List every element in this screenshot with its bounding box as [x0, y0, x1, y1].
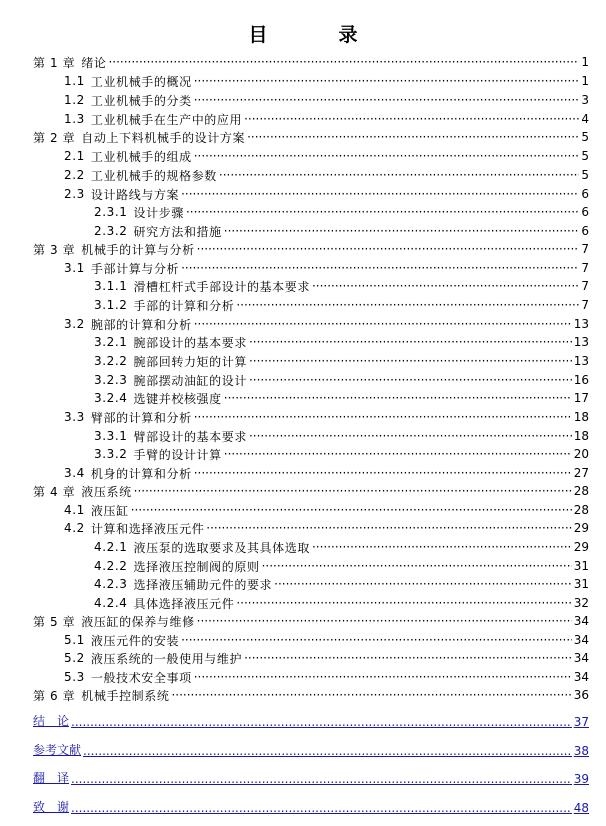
- toc-leader: [197, 242, 580, 256]
- toc-leader: [224, 391, 572, 405]
- toc-entry-number: 第 2 章: [33, 130, 76, 145]
- toc-entry-page: 7: [581, 279, 589, 293]
- toc-entry-label: 手臂的设计计算: [133, 447, 222, 462]
- toc-leader: [194, 149, 580, 163]
- toc-entry-page: 28: [573, 484, 589, 498]
- toc-entry-page: 34: [573, 670, 589, 684]
- toc-leader: [249, 335, 572, 349]
- toc-entry[interactable]: [94, 389, 589, 407]
- toc-leader: [71, 801, 572, 815]
- toc-entry-page: 27: [573, 466, 589, 480]
- toc-entry-label: 液压系统的一般使用与维护: [90, 651, 243, 666]
- toc-entry-number: 2.1: [64, 149, 85, 163]
- toc-leader: [171, 688, 571, 702]
- toc-entry-page: 13: [573, 317, 589, 331]
- toc-entry[interactable]: [64, 91, 589, 109]
- toc-leader: [186, 205, 579, 219]
- toc-leader: [224, 447, 572, 461]
- toc-entry-number: 3.2.3: [94, 373, 128, 387]
- toc-leader: [194, 670, 572, 684]
- toc-entry-number: 3.1.1: [94, 279, 128, 293]
- toc-entry-label: 机械手控制系统: [81, 688, 170, 703]
- toc-entry-page: 18: [573, 410, 589, 424]
- toc-entry[interactable]: [64, 185, 589, 203]
- toc-entry-label: 工业机械手的分类: [90, 93, 192, 108]
- toc-entry-number: 1.1: [64, 74, 85, 88]
- toc-entry-page: 1: [581, 74, 589, 88]
- toc-entry-number: 1.3: [64, 112, 85, 126]
- toc-entry-number: 第 1 章: [33, 55, 76, 70]
- toc-entry-number: 2.3.2: [94, 224, 128, 238]
- toc-entry-number: 第 4 章: [33, 484, 76, 499]
- toc-entry-label: 液压泵的选取要求及其具体选取: [133, 540, 310, 555]
- toc-leader: [71, 772, 572, 786]
- toc-entry-label: 选择液压控制阀的原则: [133, 559, 260, 574]
- toc-entry[interactable]: [33, 482, 589, 500]
- toc-entry-label: 臂部设计的基本要求: [133, 429, 247, 444]
- toc-entry-number: 3.3: [64, 410, 85, 424]
- toc-entry-page: 34: [573, 614, 589, 628]
- toc-leader: [236, 298, 579, 312]
- toc-entry-page: 34: [573, 651, 589, 665]
- toc-entry[interactable]: [94, 203, 589, 221]
- toc-entry-label: 液压缸的保养与维修: [81, 614, 195, 629]
- toc-entry-page: 13: [573, 354, 589, 368]
- toc-entry[interactable]: [33, 686, 589, 704]
- toc-leader: [312, 279, 579, 293]
- toc-entry-number: 第 6 章: [33, 688, 76, 703]
- toc-entry-label: 研究方法和措施: [133, 224, 222, 239]
- toc-leader: [224, 224, 580, 238]
- toc-leader: [194, 74, 580, 88]
- toc-entry[interactable]: [94, 352, 589, 370]
- toc-link-acknowledgements[interactable]: [33, 795, 589, 815]
- toc-entry-page: 16: [573, 373, 589, 387]
- toc-entry-number: 3.3.2: [94, 447, 128, 461]
- toc-entry-number: 5.1: [64, 633, 85, 647]
- toc-entry-number: 3.2.4: [94, 391, 128, 405]
- toc-entry-number: 3.1.2: [94, 298, 128, 312]
- toc-entry-label: 设计步骤: [133, 205, 184, 220]
- toc-entry-number: 3.3.1: [94, 429, 128, 443]
- toc-entry-number: 5.2: [64, 651, 85, 665]
- toc-entry-number: 第 5 章: [33, 614, 76, 629]
- toc-entry-label: 自动上下料机械手的设计方案: [81, 130, 246, 145]
- toc-entry-page: 32: [573, 596, 589, 610]
- toc-entry-page: 13: [573, 335, 589, 349]
- toc-link-label: 翻 译: [33, 771, 70, 785]
- toc-entry[interactable]: [64, 519, 589, 537]
- toc-entry-page: 1: [581, 55, 589, 69]
- toc-entry-number: 3.4: [64, 466, 85, 480]
- toc-entry-number: 4.1: [64, 503, 85, 517]
- toc-entry-number: 1.2: [64, 93, 85, 107]
- toc-entry-page: 3: [581, 93, 589, 107]
- toc-entry-label: 具体选择液压元件: [133, 596, 235, 611]
- toc-entry[interactable]: [64, 110, 589, 128]
- toc-leader: [219, 168, 579, 182]
- toc-entry[interactable]: [94, 277, 589, 295]
- toc-entry-page: 7: [581, 298, 589, 312]
- toc-leader: [197, 614, 572, 628]
- toc-entry-number: 第 3 章: [33, 242, 76, 257]
- toc-entry-label: 腕部回转力矩的计算: [133, 354, 247, 369]
- toc-link-references[interactable]: [33, 738, 589, 758]
- toc-entry-label: 臂部的计算和分析: [90, 410, 192, 425]
- toc-entry[interactable]: [64, 408, 589, 426]
- toc-leader: [249, 429, 572, 443]
- toc-entry-number: 2.3: [64, 187, 85, 201]
- toc-entry[interactable]: [94, 445, 589, 463]
- toc-entry-page: 29: [573, 521, 589, 535]
- toc-entry-label: 工业机械手在生产中的应用: [90, 112, 243, 127]
- toc-leader: [249, 354, 572, 368]
- toc-entry[interactable]: [33, 240, 589, 258]
- toc-entry-number: 2.2: [64, 168, 85, 182]
- toc-entry-label: 液压系统: [81, 484, 132, 499]
- toc-entry-label: 手部计算与分析: [90, 261, 180, 276]
- toc-entry-label: 液压缸: [90, 503, 129, 518]
- toc-entry-page: 29: [573, 540, 589, 554]
- toc-leader: [194, 317, 572, 331]
- toc-leader: [249, 373, 572, 387]
- toc-entry[interactable]: [94, 557, 589, 575]
- toc-leader: [181, 187, 579, 201]
- toc-entry-label: 腕部摆动油缸的设计: [133, 373, 247, 388]
- toc-leader: [194, 93, 580, 107]
- toc-entry-page: 17: [573, 391, 589, 405]
- toc-entry-label: 选键并校核强度: [133, 391, 222, 406]
- toc-entry[interactable]: [64, 668, 589, 686]
- toc-entry-number: 4.2: [64, 521, 85, 535]
- toc-entry-page: 18: [573, 429, 589, 443]
- toc-entry-label: 机身的计算和分析: [90, 466, 192, 481]
- toc-leader: [206, 521, 571, 535]
- toc-entry-label: 选择液压辅助元件的要求: [133, 577, 273, 592]
- toc-entry-number: 4.2.3: [94, 577, 128, 591]
- toc-link-label: 参考文献: [33, 743, 82, 757]
- toc-entry-label: 绪论: [81, 55, 107, 70]
- toc-entry[interactable]: [94, 371, 589, 389]
- toc-entry-label: 手部的计算和分析: [133, 298, 235, 313]
- toc-entry[interactable]: [64, 501, 589, 519]
- toc-entry-label: 滑槽杠杆式手部设计的基本要求: [133, 279, 310, 294]
- toc-leader: [71, 715, 572, 729]
- toc-link-page: 37: [573, 715, 589, 729]
- toc-leader: [194, 410, 572, 424]
- toc-entry[interactable]: [64, 259, 589, 277]
- toc-entry-page: 6: [581, 205, 589, 219]
- toc-entry-page: 7: [581, 242, 589, 256]
- toc-entry-number: 4.2.1: [94, 540, 128, 554]
- toc-leader: [312, 540, 572, 554]
- toc-entry-label: 工业机械手的规格参数: [90, 168, 217, 183]
- toc-leader: [83, 744, 572, 758]
- toc-link-page: 39: [573, 772, 589, 786]
- toc-entry-page: 5: [581, 130, 589, 144]
- toc-link-page: 48: [573, 801, 589, 815]
- toc-entry-page: 4: [581, 112, 589, 126]
- page-title: 目 录: [248, 24, 384, 46]
- toc-entry-page: 36: [573, 688, 589, 702]
- toc-entry-label: 机械手的计算与分析: [81, 242, 195, 257]
- toc-leader: [194, 466, 572, 480]
- toc-entry[interactable]: [33, 53, 589, 71]
- toc-entry-page: 31: [573, 577, 589, 591]
- toc-link-label: 致 谢: [33, 800, 70, 814]
- toc-entry-number: 3.2.2: [94, 354, 128, 368]
- toc-entry[interactable]: [64, 649, 589, 667]
- toc-entry-number: 3.2: [64, 317, 85, 331]
- toc-entry[interactable]: [94, 222, 589, 240]
- toc-entry[interactable]: [94, 538, 589, 556]
- toc-entry-label: 计算和选择液压元件: [90, 521, 205, 536]
- toc-leader: [181, 261, 579, 275]
- toc-entry-page: 5: [581, 149, 589, 163]
- toc-entry[interactable]: [33, 128, 589, 146]
- toc-entry-number: 4.2.4: [94, 596, 128, 610]
- toc-leader: [108, 55, 579, 69]
- toc-entry-number: 5.3: [64, 670, 85, 684]
- toc-leader: [134, 484, 572, 498]
- toc-entry-page: 28: [573, 503, 589, 517]
- toc-entry[interactable]: [94, 333, 589, 351]
- toc-entry-page: 20: [573, 447, 589, 461]
- toc-leader: [181, 633, 572, 647]
- toc-entry-label: 液压元件的安装: [90, 633, 180, 648]
- toc-entry-number: 4.2.2: [94, 559, 128, 573]
- toc-entry-label: 腕部的计算和分析: [90, 317, 192, 332]
- toc-entry[interactable]: [94, 575, 589, 593]
- toc-leader: [262, 559, 572, 573]
- toc-entry[interactable]: [64, 315, 589, 333]
- toc-leader: [274, 577, 572, 591]
- toc-entry-label: 工业机械手的组成: [90, 149, 192, 164]
- toc-entry-page: 6: [581, 224, 589, 238]
- toc-entry[interactable]: [64, 631, 589, 649]
- toc-entry-label: 设计路线与方案: [90, 187, 180, 202]
- toc-entry-page: 6: [581, 187, 589, 201]
- toc-entry-number: 3.1: [64, 261, 85, 275]
- toc-entry[interactable]: [94, 296, 589, 314]
- toc-leader: [131, 503, 572, 517]
- toc-leader: [244, 112, 579, 126]
- toc-leader: [244, 651, 572, 665]
- toc-entry-label: 一般技术安全事项: [90, 670, 192, 685]
- toc-entry[interactable]: [64, 72, 589, 90]
- toc-leader: [236, 596, 571, 610]
- toc-entry[interactable]: [64, 147, 589, 165]
- toc-entry[interactable]: [94, 594, 589, 612]
- toc-entry-label: 工业机械手的概况: [90, 74, 192, 89]
- toc-link-conclusion[interactable]: [33, 709, 589, 729]
- toc-entry-page: 7: [581, 261, 589, 275]
- toc-entry-page: 31: [573, 559, 589, 573]
- toc-entry-number: 2.3.1: [94, 205, 128, 219]
- toc-link-page: 38: [573, 744, 589, 758]
- toc-entry-page: 34: [573, 633, 589, 647]
- toc-entry-label: 腕部设计的基本要求: [133, 335, 247, 350]
- toc-entry-number: 3.2.1: [94, 335, 128, 349]
- toc-link-translation[interactable]: [33, 766, 589, 786]
- toc-entry[interactable]: [94, 427, 589, 445]
- toc-entry[interactable]: [64, 166, 589, 184]
- toc-entry[interactable]: [33, 612, 589, 630]
- toc-leader: [247, 130, 579, 144]
- toc-link-label: 结 论: [33, 714, 70, 728]
- toc-entry-page: 5: [581, 168, 589, 182]
- toc-entry[interactable]: [64, 464, 589, 482]
